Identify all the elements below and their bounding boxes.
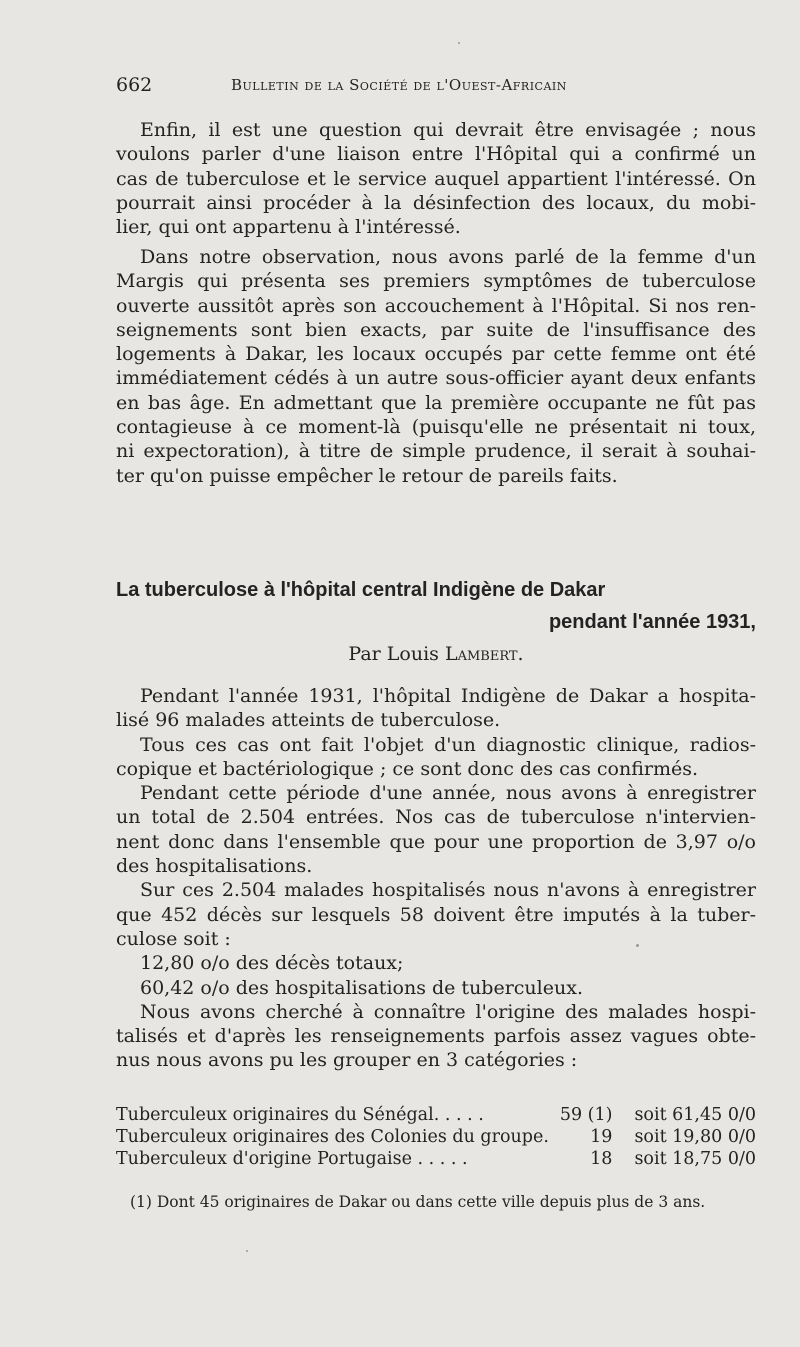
paper-speck [246, 1250, 248, 1252]
origin-percent: soit 18,75 0/0 [634, 1149, 756, 1169]
origin-count: 59 (1) [559, 1105, 613, 1125]
article-title [116, 574, 756, 638]
origin-label: Tuberculeux originaires des Colonies du groupe. [116, 1127, 549, 1147]
article-title-line-1: La tuberculose à l'hôpital central Indigène de Dakar [116, 579, 606, 601]
text-line: pourrait ainsi procéder à la désinfection des locaux, du mobi- [116, 191, 756, 214]
table-row [116, 1126, 756, 1148]
text-line: en bas âge. En admettant que la première occupante ne fût pas [116, 391, 756, 414]
text-line: nent donc dans l'ensemble que pour une proportion de 3,97 o/o [116, 830, 756, 853]
text-line: que 452 décès sur lesquels 58 doivent être imputés à la tuber- [116, 903, 756, 926]
author-lastname: Lambert. [444, 643, 524, 665]
text-line: contagieuse à ce moment-là (puisqu'elle ne présentait ni toux, [116, 416, 756, 439]
text-line: Pendant l'année 1931, l'hôpital Indigène de Dakar a hospita- [140, 685, 756, 707]
text-line: seignements sont bien exacts, par suite de l'insuffisance des [116, 318, 756, 341]
running-title: Bulletin de la Société de l'Ouest-Africain [231, 76, 567, 94]
paragraph-observation [116, 245, 756, 488]
article-body [116, 684, 756, 1073]
text-line: Dans notre observation, nous avons parlé de la femme d'un [140, 246, 756, 268]
table-row [116, 1148, 756, 1170]
text-line: voulons parler d'une liaison entre l'Hôpital qui a confirmé un [116, 143, 756, 166]
text-line: nus nous avons pu les grouper en 3 catégories : [116, 1049, 578, 1072]
text-line: ouverte aussitôt après son accouchement à l'Hôpital. Si nos ren- [116, 294, 756, 317]
text-line: Sur ces 2.504 malades hospitalisés nous n'avons à enregistrer [140, 879, 756, 902]
article-author [116, 638, 756, 670]
paper-speck [636, 944, 639, 947]
text-line: ter qu'on puisse empêcher le retour de pareils faits. [116, 464, 618, 487]
text-line: des hospitalisations. [116, 855, 313, 878]
paper-speck [458, 42, 460, 44]
table-row [116, 1104, 756, 1126]
text-line: culose soit : [116, 927, 231, 950]
text-line: logements à Dakar, les locaux occupés par cette femme ont été [116, 343, 756, 366]
text-line: talisés et d'après les renseignements parfois assez vagues obte- [116, 1025, 756, 1048]
text-line: Tous ces cas ont fait l'objet d'un diagnostic clinique, radios- [140, 733, 756, 756]
origin-label: Tuberculeux d'origine Portugaise . . . . . [116, 1149, 468, 1169]
origin-table [116, 1104, 756, 1170]
origin-label: Tuberculeux originaires du Sénégal. . . . . [116, 1105, 484, 1125]
text-line: copique et bactériologique ; ce sont donc des cas confirmés. [116, 757, 699, 780]
text-line: Pendant cette période d'une année, nous avons à enregistrer [140, 782, 756, 805]
article-title-line-2: pendant l'année 1931, [548, 611, 756, 633]
text-line: immédiatement cédés à un autre sous-officier ayant deux enfants [116, 367, 756, 390]
text-line: Enfin, il est une question qui devrait être envisagée ; nous [140, 119, 756, 141]
footnote: (1) Dont 45 originaires de Dakar ou dans cette ville depuis plus de 3 ans. [130, 1193, 706, 1211]
origin-percent: soit 61,45 0/0 [634, 1105, 756, 1125]
text-line: 60,42 o/o des hospitalisations de tuberculeux. [140, 976, 583, 999]
text-line: Margis qui présenta ses premiers symptômes de tuberculose [116, 270, 756, 293]
page-number: 662 [116, 74, 153, 96]
text-line: lier, qui ont appartenu à l'intéressé. [116, 216, 461, 239]
text-line: 12,80 o/o des décès totaux; [140, 952, 404, 975]
origin-count: 19 [590, 1127, 613, 1147]
paragraph-liaison [116, 118, 756, 239]
page-header [116, 74, 760, 104]
text-line: cas de tuberculose et le service auquel appartient l'intéressé. On [116, 167, 756, 190]
author-prefix: Par Louis [348, 643, 439, 665]
text-line: Nous avons cherché à connaître l'origine des malades hospi- [140, 1000, 756, 1023]
text-line: lisé 96 malades atteints de tuberculose. [116, 709, 501, 732]
text-line: ni expectoration), à titre de simple prudence, il serait à souhai- [116, 440, 756, 463]
origin-count: 18 [590, 1149, 613, 1169]
text-line: un total de 2.504 entrées. Nos cas de tuberculose n'intervien- [116, 806, 756, 829]
origin-percent: soit 19,80 0/0 [634, 1127, 756, 1147]
